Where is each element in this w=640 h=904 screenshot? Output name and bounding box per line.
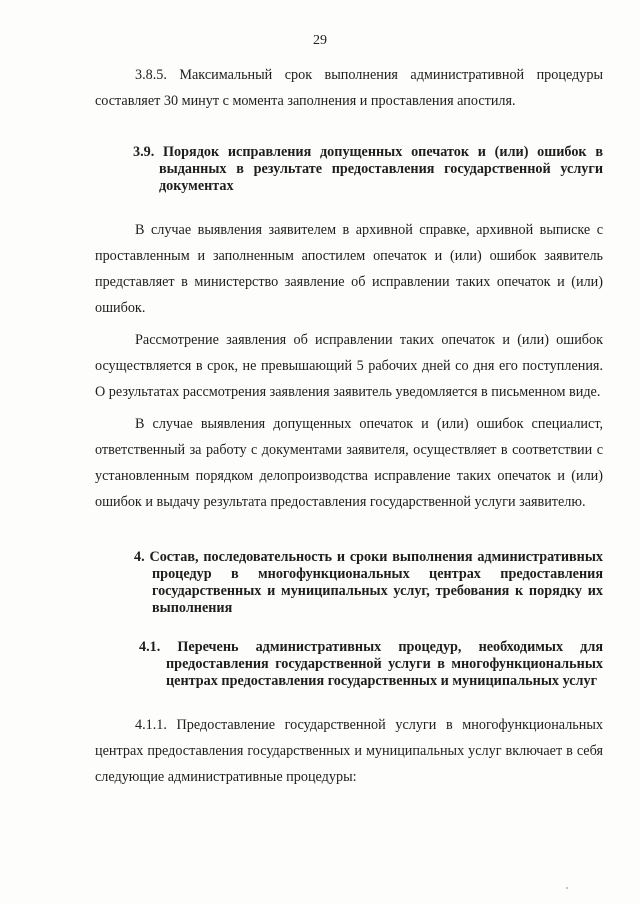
section-heading-4: 4. Состав, последовательность и сроки выполнения административных процедур в многофункциональных центрах предоставления государственных и муниципальных услуг, требования к порядку их выполнения [134, 549, 603, 616]
paragraph-3-9-c: В случае выявления допущенных опечаток и (или) ошибок специалист, ответственный за работу с документами заявителя, осуществляет в соответствии с установленным порядком делопроизводства исправление таких опечаток и (или) ошибок и выдачу результата предоставления государственной услуги заявителю. [95, 416, 603, 510]
paragraph-3-9-a: В случае выявления заявителем в архивной справке, архивной выписке с проставленным и заполненным апостилем опечаток и (или) ошибок заявитель представляет в министерство заявление об исправлении таких опечаток и (или) ошибок. [95, 222, 603, 316]
page-number: 29 [313, 33, 327, 48]
section-heading-3-9: 3.9. Порядок исправления допущенных опечаток и (или) ошибок в выданных в результате предоставления государственной услуги документах [133, 144, 603, 194]
section-heading-4-1: 4.1. Перечень административных процедур, необходимых для предоставления государственной услуги в многофункциональных центрах предоставления государственных и муниципальных услуг [139, 639, 603, 689]
paragraph-3-8-5: 3.8.5. Максимальный срок выполнения административной процедуры составляет 30 минут с момента заполнения и проставления апостиля. [95, 67, 603, 109]
document-body [95, 62, 603, 790]
paragraph-4-1-1: 4.1.1. Предоставление государственной услуги в многофункциональных центрах предоставления государственных и муниципальных услуг включает в себя следующие административные процедуры: [95, 717, 603, 785]
paragraph-3-9-b: Рассмотрение заявления об исправлении таких опечаток и (или) ошибок осуществляется в срок, не превышающий 5 рабочих дней со дня его поступления. О результатах рассмотрения заявления заявитель уведомляется в письменном виде. [95, 332, 603, 400]
scan-speck [566, 887, 568, 889]
